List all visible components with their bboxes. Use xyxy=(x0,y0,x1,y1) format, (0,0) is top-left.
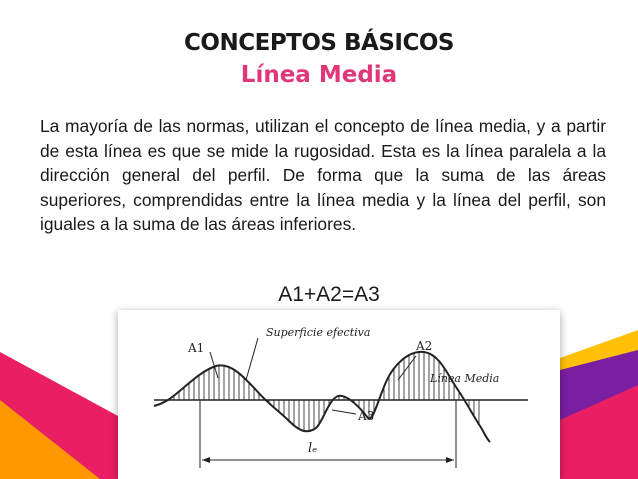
body-paragraph: La mayoría de las normas, utilizan el concepto de línea media, y a partir de esta línea es que se mide la rugosidad. Esta es la línea paralela a la dirección general del perfil. De forma que la suma de las áreas superiores, comprendidas entre la línea media y la línea del perfil, son iguales a la suma de las áreas inferiores. xyxy=(40,116,606,234)
label-mean-line: Línea Media xyxy=(430,372,500,385)
formula: A1+A2=A3 xyxy=(278,283,380,306)
label-a1: A1 xyxy=(188,341,205,355)
label-a2: A2 xyxy=(416,339,433,353)
label-a3: A3 xyxy=(358,409,375,423)
page-title: CONCEPTOS BÁSICOS xyxy=(184,30,454,56)
mean-line-diagram xyxy=(118,310,560,479)
label-surface: Superficie efectiva xyxy=(266,326,371,339)
surface-leader xyxy=(246,338,258,380)
label-length: lₑ xyxy=(308,441,318,456)
arrowhead-right xyxy=(446,457,454,463)
arrowhead-left xyxy=(202,457,210,463)
a3-leader xyxy=(332,410,356,414)
area-above-hatch xyxy=(168,352,480,431)
page-subtitle: Línea Media xyxy=(240,62,398,88)
